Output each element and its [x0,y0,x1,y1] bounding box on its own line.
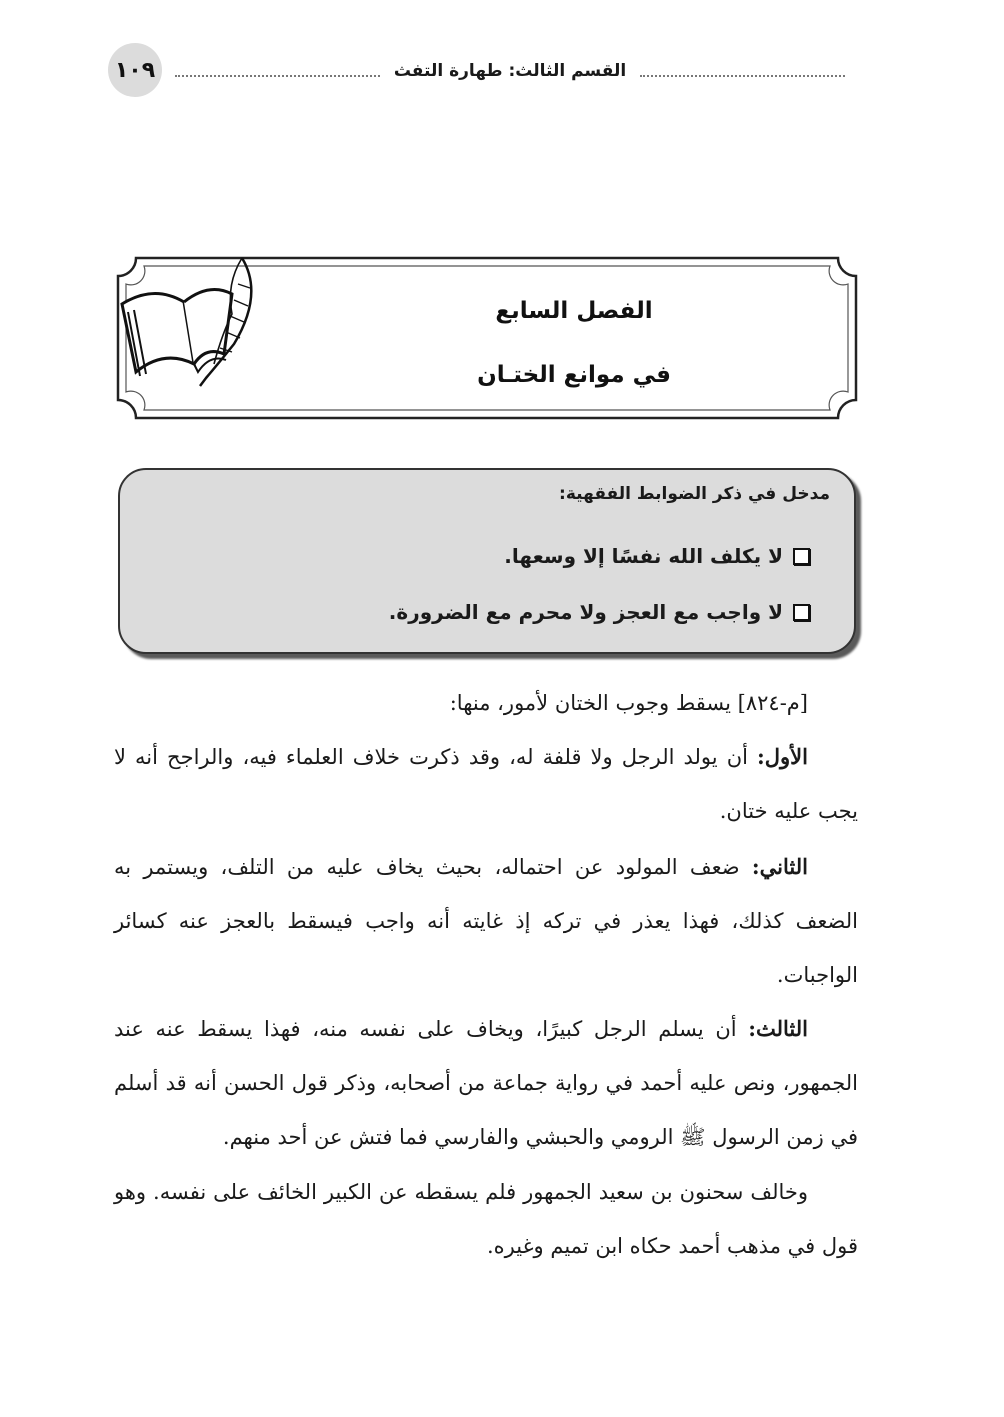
header-dots-right [640,75,845,77]
header-dots-left [175,75,380,77]
rule-item [504,544,810,568]
checkbox-square-icon [793,604,810,621]
paragraph-lead: الثالث: [748,1016,808,1041]
intro-paragraph: [م-٨٢٤] يسقط وجوب الختان لأمور، منها: [449,691,808,715]
chapter-title: الفصل السابع [495,298,653,324]
page-number: ١٠٩ [108,43,162,97]
paragraph-second [114,840,858,1002]
book-quill-icon [114,254,264,394]
rule-text: لا واجب مع العجز ولا محرم مع الضرورة. [388,600,783,624]
paragraph-text: ضعف المولود عن احتماله، بحيث يخاف عليه من التلف، ويستمر به الضعف كذلك، فهذا يعذر في تركه إذ غايته أنه واجب فيسقط بالعجز عنه كسائر الواجبات. [114,855,858,987]
rules-heading: مدخل في ذكر الضوابط الفقهية: [559,484,830,504]
running-header [175,54,845,88]
chapter-title-frame [114,254,860,422]
checkbox-square-icon [793,548,810,565]
rules-box [118,468,856,654]
chapter-subtitle: في موانع الختـان [477,362,671,388]
paragraph-first [114,730,858,838]
rule-item [389,600,810,624]
paragraph-text: أن يسلم الرجل كبيرًا، ويخاف على نفسه منه، فهذا يسقط عنه عند الجمهور، ونص عليه أحمد في رواية جماعة من أصحابه، وذكر قول الحسن أنه قد أسلم في زمن الرسول ﷺ الرومي والحبشي والفارسي فما فتش عن أحد منهم. [114,1017,858,1149]
paragraph-third [114,1002,858,1164]
paragraph-text: أن يولد الرجل ولا قلفة له، وقد ذكرت خلاف العلماء فيه، والراجح أنه لا يجب عليه ختان. [114,745,858,823]
paragraph-lead: الأول: [757,744,808,769]
paragraph-fourth: وخالف سحنون بن سعيد الجمهور فلم يسقطه عن الكبير الخائف على نفسه. وهو قول في مذهب أحمد حكاه ابن تميم وغيره. [114,1180,858,1258]
paragraph-lead: الثاني: [751,854,808,879]
running-title: القسم الثالث: طهارة التفث [393,61,627,81]
rule-text: لا يكلف الله نفسًا إلا وسعها. [504,544,783,568]
